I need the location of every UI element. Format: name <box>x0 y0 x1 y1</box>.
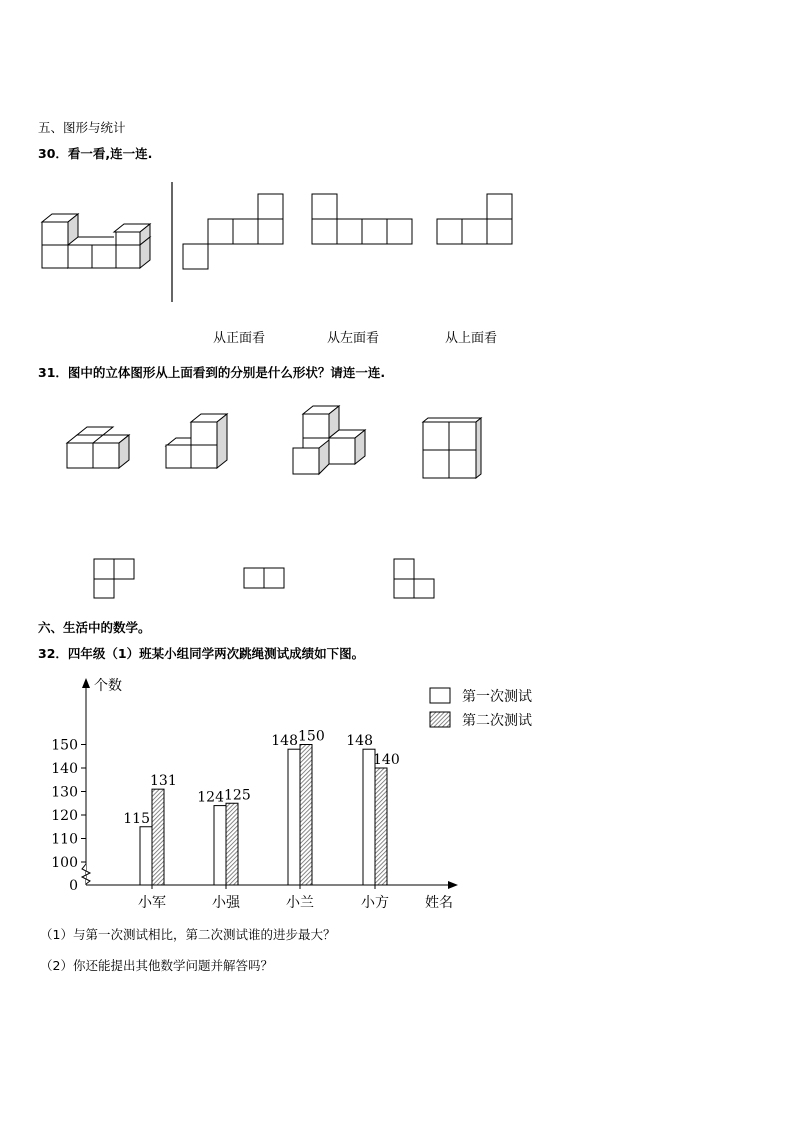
bar-value-label: 115 <box>123 810 150 827</box>
x-axis-title: 姓名 <box>425 895 453 911</box>
q32-prompt: 32．四年级（1）班某小组同学两次跳绳测试成绩如下图。 <box>38 646 365 661</box>
legend-label-0: 第一次测试 <box>462 689 532 705</box>
chart-bars <box>140 745 387 886</box>
chart-legend <box>430 688 532 729</box>
x-tick-label: 小军 <box>138 895 166 911</box>
section6-heading: 六、生活中的数学。 <box>38 620 151 635</box>
view-label-left: 从左面看 <box>327 331 380 346</box>
bar-value-label: 124 <box>197 789 224 806</box>
bar-second-1 <box>226 803 238 885</box>
x-axis-arrow <box>448 881 458 889</box>
chart-labels <box>51 677 453 911</box>
chart-axes <box>81 678 458 889</box>
legend-label-1: 第二次测试 <box>462 713 532 729</box>
y-axis-title: 个数 <box>94 678 122 694</box>
y-tick-label: 110 <box>51 831 78 848</box>
bar-value-label: 150 <box>298 728 325 745</box>
bar-first-3 <box>363 749 375 885</box>
x-tick-label: 小方 <box>361 895 389 911</box>
bar-first-2 <box>288 749 300 885</box>
q31-view-3 <box>394 559 434 598</box>
q30-option-b <box>312 194 412 244</box>
legend-swatch-0 <box>430 688 450 703</box>
q31-prompt: 31．图中的立体图形从上面看到的分别是什么形状？请连一连. <box>38 365 386 380</box>
q30-option-c <box>437 194 512 244</box>
bar-value-label: 125 <box>224 787 251 804</box>
q30-solid-figure <box>42 214 150 268</box>
bar-value-label: 148 <box>346 733 373 750</box>
bar-value-label: 148 <box>271 733 298 750</box>
q30-figures <box>30 178 530 308</box>
jump-rope-chart <box>30 672 550 917</box>
bar-second-0 <box>152 789 164 885</box>
y-axis-arrow <box>82 678 90 688</box>
bar-second-2 <box>300 745 312 886</box>
x-tick-label: 小兰 <box>286 895 314 911</box>
y-tick-label: 100 <box>51 855 78 871</box>
bar-value-label: 131 <box>150 773 177 790</box>
legend-swatch-1 <box>430 712 450 727</box>
view-label-front: 从正面看 <box>213 331 266 346</box>
q31-solid-4 <box>423 418 481 478</box>
axis-break <box>82 864 90 884</box>
bar-value-label: 140 <box>373 752 400 768</box>
q31-view-1 <box>94 559 134 598</box>
q31-solid-3 <box>293 406 365 474</box>
q31-top-views <box>88 552 448 604</box>
bar-second-3 <box>375 768 387 885</box>
q30-prompt: 30．看一看,连一连. <box>38 146 153 161</box>
view-label-top: 从上面看 <box>445 331 498 346</box>
q31-solid-2 <box>166 414 227 468</box>
bar-first-0 <box>140 827 152 885</box>
q31-solid-1 <box>67 427 129 468</box>
q30-option-a <box>183 194 283 269</box>
x-tick-label: 小强 <box>212 895 240 911</box>
q31-view-2 <box>244 568 284 588</box>
q32-sub1: （1）与第一次测试相比，第二次测试谁的进步最大？ <box>40 927 336 942</box>
q32-sub2: （2）你还能提出其他数学问题并解答吗？ <box>40 958 273 973</box>
y-tick-label: 140 <box>51 761 78 777</box>
bar-first-1 <box>214 806 226 885</box>
y-tick-label: 120 <box>51 808 78 824</box>
y-tick-label: 150 <box>51 737 78 754</box>
y-tick-label: 0 <box>69 878 78 894</box>
q31-solids <box>55 400 495 490</box>
y-tick-label: 130 <box>51 784 78 801</box>
section5-heading: 五、图形与统计 <box>38 120 126 135</box>
